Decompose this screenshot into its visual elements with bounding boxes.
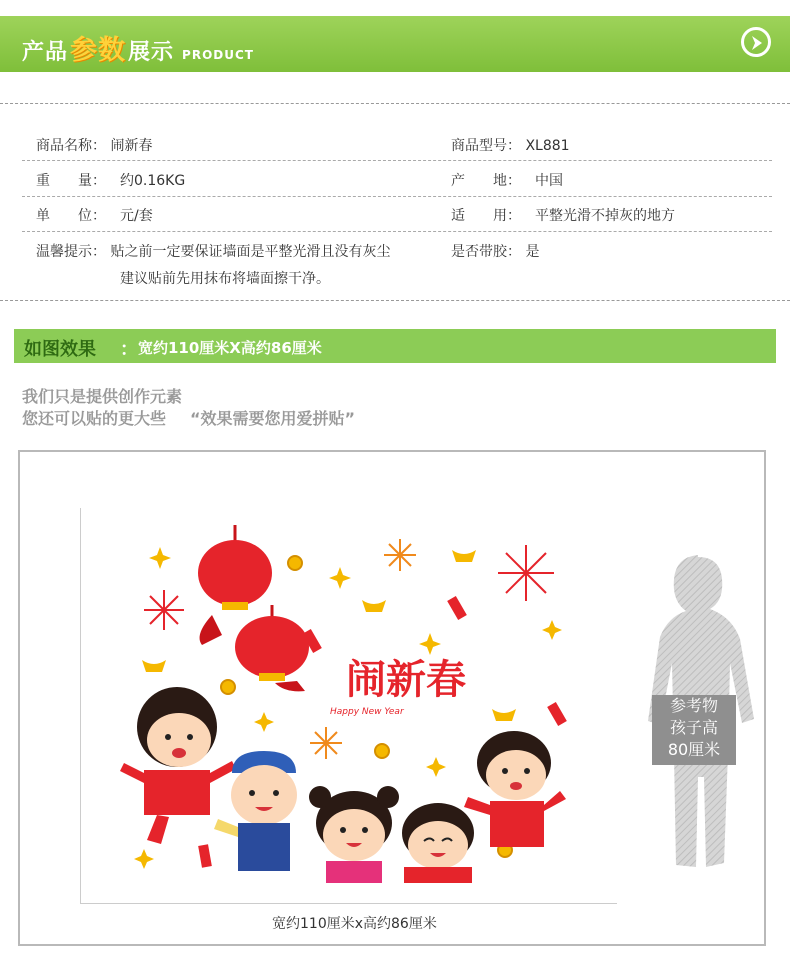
usage-row	[451, 205, 675, 225]
red-lantern-icon	[198, 525, 309, 691]
child-figure-right-bottom	[402, 803, 474, 883]
origin-value: 中国	[535, 173, 563, 189]
row-divider	[22, 231, 772, 232]
product-name-row	[36, 135, 152, 155]
product-model-label: 商品型号：	[451, 138, 521, 154]
usage-label-a: 适	[451, 208, 465, 224]
weight-value: 约0.16KG	[120, 173, 186, 189]
row-divider	[22, 196, 772, 197]
child-figure-right	[464, 731, 566, 847]
header-banner	[0, 16, 790, 72]
banner-title-part3: 展示	[128, 40, 175, 65]
unit-label-b: 位：	[78, 208, 106, 224]
tip-label: 温馨提示：	[36, 244, 106, 260]
banner-title-part1: 产品	[22, 40, 69, 65]
origin-label-a: 产	[451, 173, 465, 189]
wall-sticker-artwork	[82, 505, 582, 900]
banner-title-english: PRODUCT	[182, 48, 254, 62]
product-model-value: XL881	[525, 138, 570, 154]
product-name-label: 商品名称：	[36, 138, 106, 154]
vertical-guide-line	[80, 508, 81, 904]
tip-row	[36, 241, 390, 261]
origin-row	[451, 170, 563, 190]
unit-row	[36, 205, 153, 225]
tip-line2: 建议贴前先用抹布将墙面擦干净。	[120, 271, 330, 287]
origin-label-b: 地：	[493, 173, 521, 189]
glue-row	[451, 241, 539, 261]
tip-line1: 贴之前一定要保证墙面是平整光滑且没有灰尘	[110, 244, 391, 260]
usage-value: 平整光滑不掉灰的地方	[535, 208, 675, 224]
effect-section-size: 宽约110厘米X高约86厘米	[138, 339, 322, 357]
note-line2-quote: “效果需要您用爱拼贴”	[190, 409, 356, 428]
reference-label-line3: 80厘米	[667, 740, 721, 759]
effect-section-colon: ：	[120, 339, 138, 360]
banner-title	[22, 28, 254, 66]
note-line2	[22, 406, 355, 429]
usage-label-b: 用：	[493, 208, 521, 224]
reference-label-line1: 参考物	[669, 696, 718, 715]
glue-label: 是否带胶：	[451, 244, 521, 260]
product-model-row	[451, 135, 570, 155]
chevron-right-icon[interactable]	[741, 27, 771, 57]
note-line2-text: 您还可以贴的更大些	[22, 409, 167, 428]
weight-label-a: 重	[36, 173, 50, 189]
note-line1: 我们只是提供创作元素	[22, 387, 183, 406]
divider-top	[0, 103, 790, 104]
unit-value: 元/套	[120, 208, 153, 224]
divider-bottom	[0, 300, 790, 301]
reference-label	[652, 695, 736, 765]
artwork-subtitle: Happy New Year	[330, 707, 404, 717]
artwork-title: 闹新春	[346, 657, 466, 703]
row-divider	[22, 160, 772, 161]
product-name-value: 闹新春	[110, 138, 153, 154]
reference-label-line2: 孩子高	[669, 718, 718, 737]
effect-section-bar	[14, 329, 776, 363]
product-size-caption: 宽约110厘米x高约86厘米	[272, 916, 437, 932]
glue-value: 是	[525, 244, 540, 260]
effect-section-title: 如图效果	[24, 339, 96, 360]
weight-row	[36, 170, 185, 190]
horizontal-guide-line	[80, 903, 617, 904]
child-figure-center	[309, 786, 399, 883]
unit-label-a: 单	[36, 208, 50, 224]
banner-title-highlight: 参数	[70, 35, 127, 66]
weight-label-b: 量：	[78, 173, 106, 189]
